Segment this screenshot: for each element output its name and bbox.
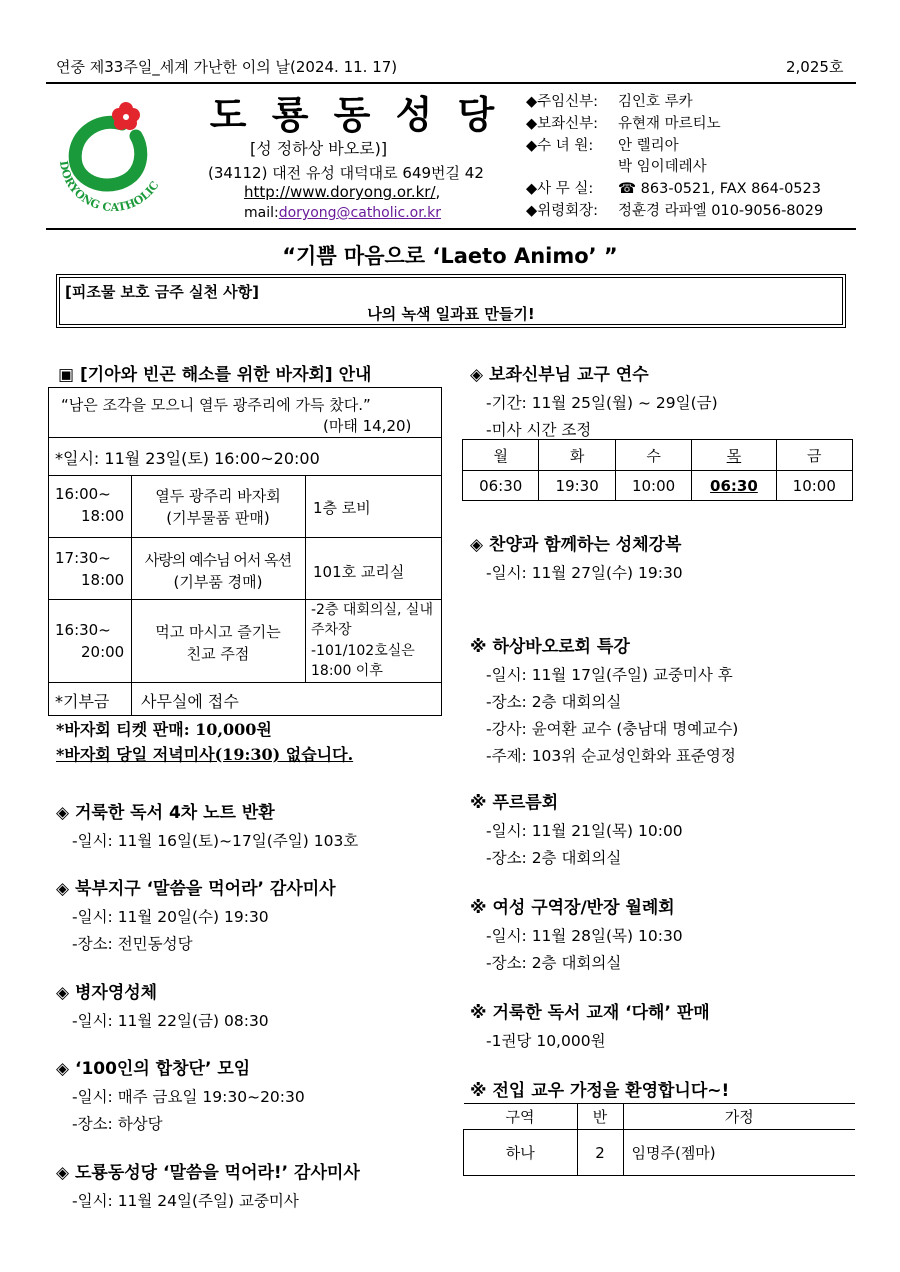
welcome-title: ※ 전입 교우 가정을 환영합니다~! (470, 1081, 730, 1101)
no-mass-note: *바자회 당일 저녁미사(19:30) 없습니다. (56, 745, 354, 764)
day-cell: 금 (776, 440, 852, 471)
notice-box (56, 274, 846, 328)
flower-icon (112, 102, 140, 130)
staff-row: ◆위령회장: 정훈경 라파엘 010-9056-8029 (526, 202, 824, 219)
bazaar-row: 17:30~ 18:00 사랑의 예수님 어서 옥션 (기부품 경매) 101호 교리실 (55, 549, 405, 591)
day-cell: 화 (539, 440, 615, 471)
bazaar-row: 16:00~ 18:00 열두 광주리 바자회 (기부물품 판매) 1층 로비 (55, 485, 371, 527)
right-section: ◈ 찬양과 함께하는 성체강복 -일시: 11월 27일(수) 19:30 (470, 535, 683, 582)
issue-number: 2,025호 (786, 58, 844, 76)
staff-row: ◆보좌신부: 유현재 마르티노 (526, 115, 721, 132)
time-cell: 10:00 (615, 471, 691, 501)
mail-line (244, 205, 441, 221)
bazaar-title: ▣ [기아와 빈곤 해소를 위한 바자회] 안내 (58, 365, 372, 385)
header-rule (46, 228, 856, 230)
staff-row: 박 임이데레사 (618, 159, 707, 176)
svg-text:DORYONG CATHOLIC: DORYONG CATHOLIC (56, 159, 162, 213)
welcome-table (463, 1103, 855, 1176)
bazaar-table (48, 387, 442, 716)
training-section: ◈ 보좌신부님 교구 연수 -기간: 11월 25일(월) ~ 29일(금) -미사 시간 조정 (470, 365, 718, 439)
website-suffix: , (435, 183, 441, 201)
donation-value: 사무실에 접수 (141, 692, 239, 711)
left-section: ◈ ‘100인의 합창단’ 모임 -일시: 매주 금요일 19:30~20:30 -장소: 하상당 (56, 1059, 305, 1133)
bazaar-row: 16:30~ 20:00 먹고 마시고 즐기는 친교 주점 -2층 대회의실, 실내 주차장 -101/102호실은 18:00 이후 (55, 602, 433, 679)
church-logo (48, 98, 178, 213)
bazaar-quote: “남은 조각을 모으니 열두 광주리에 가득 찼다.” (61, 396, 371, 414)
welcome-header: 구역 (464, 1104, 578, 1130)
time-cell: 10:00 (776, 471, 852, 501)
welcome-cell: 임명주(젬마) (623, 1130, 855, 1176)
date-line: 연중 제33주일_세계 가난한 이의 날(2024. 11. 17) (56, 58, 398, 76)
right-section: ※ 하상바오로회 특강 -일시: 11월 17일(주일) 교중미사 후 -장소: 2층 대회의실 -강사: 윤여환 교수 (충남대 명예교수) -주제: 103위 순교성인화와 표준영정 (470, 637, 739, 765)
right-section: ※ 거룩한 독서 교재 ‘다해’ 판매 -1권당 10,000원 (470, 1003, 710, 1050)
staff-row: ◆수 녀 원: 안 렐리아 (526, 137, 679, 154)
website-link[interactable]: http://www.doryong.or.kr/ (244, 183, 436, 201)
day-cell: 목 (692, 440, 776, 471)
day-cell: 월 (463, 440, 539, 471)
welcome-header: 가정 (623, 1104, 855, 1130)
notice-title: [피조물 보호 금주 실천 사항] (65, 283, 259, 301)
welcome-cell: 하나 (464, 1130, 578, 1176)
mail-link[interactable]: doryong@catholic.or.kr (278, 205, 442, 221)
staff-list (526, 92, 823, 223)
left-section: ◈ 거룩한 독서 4차 노트 반환 -일시: 11월 16일(토)~17일(주일) 103호 (56, 803, 359, 850)
time-cell: 06:30 (692, 471, 776, 501)
mass-schedule-table (462, 439, 853, 501)
welcome-header: 반 (577, 1104, 623, 1130)
website-line (244, 183, 440, 201)
bazaar-date: *일시: 11월 23일(토) 16:00~20:00 (55, 449, 320, 468)
right-section: ※ 푸르름회 -일시: 11월 21일(목) 10:00 -장소: 2층 대회의실 (470, 793, 683, 867)
address: (34112) 대전 유성 대덕대로 649번길 42 (208, 164, 484, 182)
mail-label: mail: (244, 205, 279, 221)
motto: “기쁨 마음으로 ‘Laeto Animo’ ” (282, 244, 618, 268)
donation-label: *기부금 (55, 692, 110, 711)
right-section: ※ 여성 구역장/반장 월례회 -일시: 11월 28일(목) 10:30 -장소: 2층 대회의실 (470, 898, 683, 972)
day-cell: 수 (615, 440, 691, 471)
church-name: 도 룡 동 성 당 (209, 93, 501, 137)
time-cell: 06:30 (463, 471, 539, 501)
staff-row: ◆주임신부: 김인호 루카 (526, 94, 693, 110)
left-section: ◈ 북부지구 ‘말씀을 먹어라’ 감사미사 -일시: 11월 20일(수) 19:30 -장소: 전민동성당 (56, 879, 336, 953)
staff-row: ◆사 무 실: ☎ 863-0521, FAX 864-0523 (526, 181, 821, 198)
bazaar-quote-ref: (마태 14,20) (323, 417, 412, 435)
patron-saint: [성 정하상 바오로)] (250, 139, 388, 158)
notice-body: 나의 녹색 일과표 만들기! (367, 305, 535, 323)
welcome-cell: 2 (577, 1130, 623, 1176)
left-section: ◈ 도룡동성당 ‘말씀을 먹어라!’ 감사미사 -일시: 11월 24일(주일) 교중미사 (56, 1163, 360, 1210)
time-cell: 19:30 (539, 471, 615, 501)
left-section: ◈ 병자영성체 -일시: 11월 22일(금) 08:30 (56, 983, 269, 1030)
ticket-note: *바자회 티켓 판매: 10,000원 (56, 720, 272, 739)
